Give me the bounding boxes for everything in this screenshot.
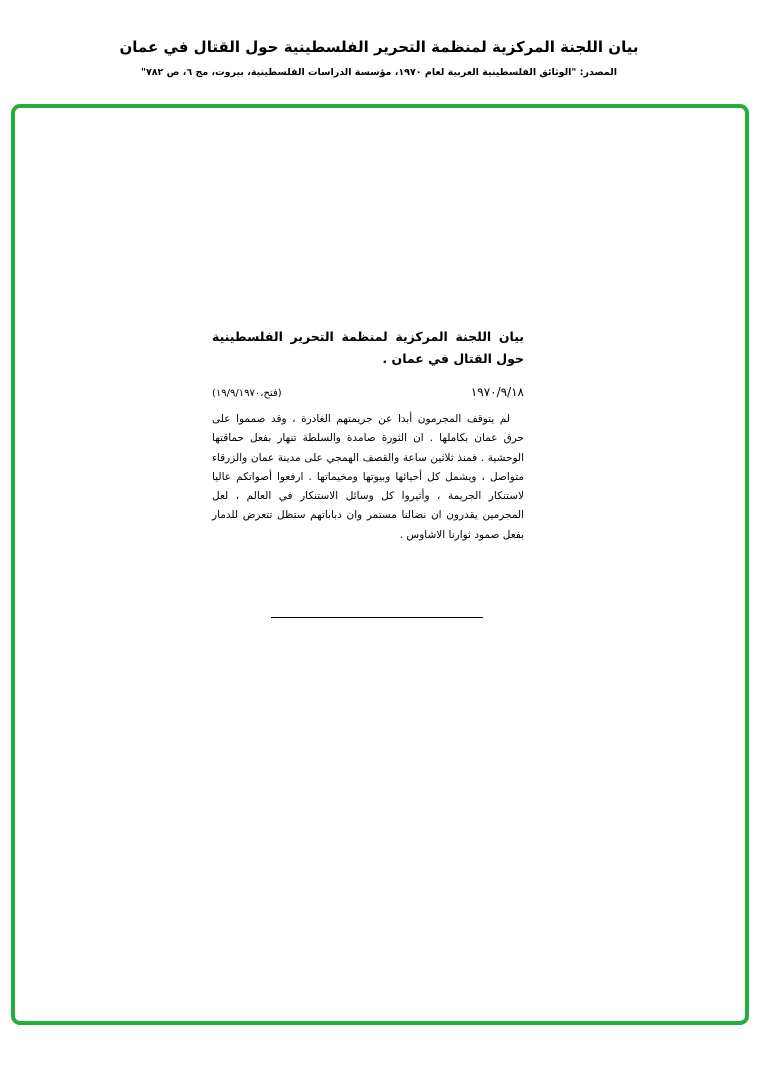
date-row xyxy=(212,384,524,402)
document-frame xyxy=(11,104,749,1025)
publication-note: (فتح،١٩/٩/١٩٧٠) xyxy=(212,388,282,399)
source-citation: المصدر: "الوثائق الفلسطينية العربية لعام ١٩٧٠، مؤسسة الدراسات الفلسطينية، بيروت، مج ٦، ص ٧٨٢" xyxy=(140,67,618,78)
document-heading: بيان اللجنة المركزية لمنظمة التحرير الفلسطينية حول القتال في عمان . xyxy=(212,329,524,366)
scanned-document xyxy=(212,326,524,556)
document-body: لم يتوقف المجرمون أبدا عن جريمتهم الغادرة ، وقد صمموا على حرق عمان بكاملها . ان الثورة صامدة والسلطة تنهار بفعل حماقتها الوحشية . فمنذ ثلاثين ساعة والقصف الهمجي على مدينة عمان والزرقاء متواصل ، ويشمل كل أحيائها وبيوتها ومخيماتها . ارفعوا أصواتكم عاليا لاستنكار الجريمة ، وأثيروا كل وسائل الاستنكار في العالم ، لعل المجرمين يقدرون ان نضالنا مستمر وان دباباتهم ستظل تتعرض للدمار بفعل صمود ثوارنا الاشاوس . xyxy=(212,413,524,541)
separator-line xyxy=(271,617,483,618)
document-date: ١٩٧٠/٩/١٨ xyxy=(470,385,524,399)
page-title: بيان اللجنة المركزية لمنظمة التحرير الفلسطينية حول القتال في عمان xyxy=(119,38,639,56)
